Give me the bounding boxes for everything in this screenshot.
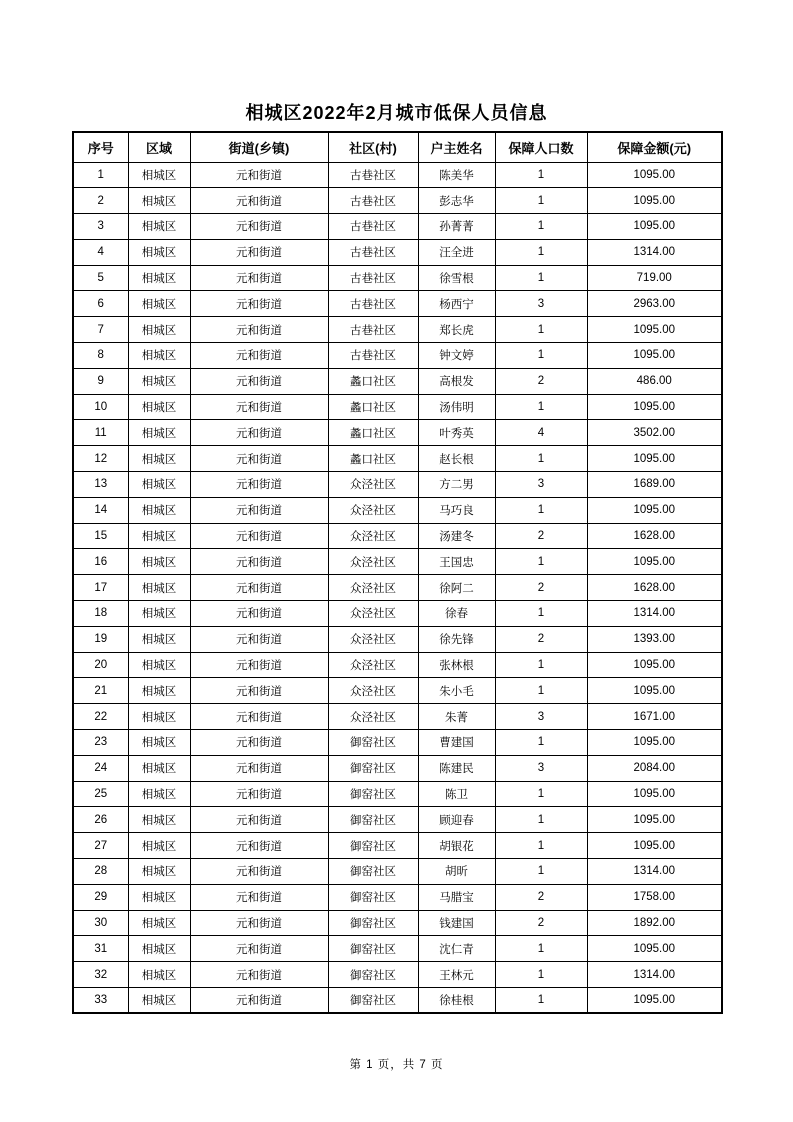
cell-index: 3	[73, 214, 128, 240]
cell-index: 26	[73, 807, 128, 833]
table-row	[73, 988, 722, 1014]
cell-index: 29	[73, 884, 128, 910]
cell-street: 元和街道	[190, 678, 328, 704]
table-row	[73, 162, 722, 188]
cell-street: 元和街道	[190, 730, 328, 756]
table-row	[73, 472, 722, 498]
cell-population: 1	[495, 497, 587, 523]
cell-householder: 徐先锋	[418, 626, 495, 652]
cell-street: 元和街道	[190, 807, 328, 833]
cell-index: 21	[73, 678, 128, 704]
header-cell-community: 社区(村)	[328, 132, 418, 162]
cell-amount: 1095.00	[587, 214, 722, 240]
cell-population: 1	[495, 601, 587, 627]
cell-population: 1	[495, 162, 587, 188]
cell-amount: 1892.00	[587, 910, 722, 936]
cell-street: 元和街道	[190, 394, 328, 420]
cell-amount: 1095.00	[587, 807, 722, 833]
table-row	[73, 626, 722, 652]
cell-street: 元和街道	[190, 317, 328, 343]
header-cell-index: 序号	[73, 132, 128, 162]
cell-householder: 曹建国	[418, 730, 495, 756]
cell-community: 众泾社区	[328, 523, 418, 549]
table-row	[73, 704, 722, 730]
cell-region: 相城区	[128, 575, 190, 601]
header-cell-population: 保障人口数	[495, 132, 587, 162]
table-row	[73, 394, 722, 420]
table-row	[73, 265, 722, 291]
cell-householder: 陈美华	[418, 162, 495, 188]
cell-population: 2	[495, 575, 587, 601]
cell-population: 1	[495, 317, 587, 343]
cell-population: 1	[495, 962, 587, 988]
table-row	[73, 523, 722, 549]
cell-amount: 1095.00	[587, 188, 722, 214]
cell-amount: 1095.00	[587, 317, 722, 343]
cell-community: 蠡口社区	[328, 446, 418, 472]
cell-community: 众泾社区	[328, 472, 418, 498]
cell-index: 14	[73, 497, 128, 523]
cell-householder: 王林元	[418, 962, 495, 988]
cell-region: 相城区	[128, 601, 190, 627]
cell-street: 元和街道	[190, 343, 328, 369]
table-row	[73, 497, 722, 523]
cell-index: 16	[73, 549, 128, 575]
cell-region: 相城区	[128, 162, 190, 188]
cell-index: 19	[73, 626, 128, 652]
cell-region: 相城区	[128, 188, 190, 214]
cell-householder: 孙菁菁	[418, 214, 495, 240]
cell-region: 相城区	[128, 239, 190, 265]
cell-householder: 方二男	[418, 472, 495, 498]
table-row	[73, 962, 722, 988]
cell-householder: 沈仁青	[418, 936, 495, 962]
cell-population: 3	[495, 472, 587, 498]
cell-index: 18	[73, 601, 128, 627]
table-row	[73, 730, 722, 756]
cell-street: 元和街道	[190, 988, 328, 1014]
cell-community: 众泾社区	[328, 601, 418, 627]
cell-amount: 1095.00	[587, 833, 722, 859]
header-cell-region: 区域	[128, 132, 190, 162]
cell-householder: 马巧良	[418, 497, 495, 523]
cell-amount: 1095.00	[587, 497, 722, 523]
table-row	[73, 343, 722, 369]
cell-population: 1	[495, 343, 587, 369]
cell-householder: 朱小毛	[418, 678, 495, 704]
cell-householder: 徐春	[418, 601, 495, 627]
cell-householder: 马腊宝	[418, 884, 495, 910]
cell-amount: 1095.00	[587, 988, 722, 1014]
header-cell-street: 街道(乡镇)	[190, 132, 328, 162]
cell-street: 元和街道	[190, 652, 328, 678]
cell-amount: 1095.00	[587, 781, 722, 807]
cell-street: 元和街道	[190, 575, 328, 601]
cell-community: 蠡口社区	[328, 368, 418, 394]
cell-community: 古巷社区	[328, 239, 418, 265]
cell-index: 23	[73, 730, 128, 756]
cell-street: 元和街道	[190, 162, 328, 188]
cell-amount: 1393.00	[587, 626, 722, 652]
cell-street: 元和街道	[190, 755, 328, 781]
cell-population: 1	[495, 936, 587, 962]
cell-index: 6	[73, 291, 128, 317]
cell-region: 相城区	[128, 910, 190, 936]
cell-population: 1	[495, 214, 587, 240]
cell-population: 1	[495, 394, 587, 420]
table-row	[73, 291, 722, 317]
cell-street: 元和街道	[190, 549, 328, 575]
cell-community: 众泾社区	[328, 626, 418, 652]
cell-index: 12	[73, 446, 128, 472]
cell-population: 2	[495, 368, 587, 394]
cell-region: 相城区	[128, 265, 190, 291]
cell-householder: 郑长虎	[418, 317, 495, 343]
table-body	[73, 162, 722, 1013]
cell-street: 元和街道	[190, 859, 328, 885]
cell-street: 元和街道	[190, 626, 328, 652]
cell-region: 相城区	[128, 859, 190, 885]
cell-index: 24	[73, 755, 128, 781]
table-row	[73, 755, 722, 781]
cell-region: 相城区	[128, 394, 190, 420]
cell-region: 相城区	[128, 549, 190, 575]
cell-amount: 2084.00	[587, 755, 722, 781]
cell-householder: 徐桂根	[418, 988, 495, 1014]
table-row	[73, 368, 722, 394]
cell-region: 相城区	[128, 730, 190, 756]
cell-region: 相城区	[128, 755, 190, 781]
cell-region: 相城区	[128, 652, 190, 678]
cell-region: 相城区	[128, 446, 190, 472]
cell-householder: 朱菁	[418, 704, 495, 730]
cell-amount: 2963.00	[587, 291, 722, 317]
cell-householder: 彭志华	[418, 188, 495, 214]
cell-householder: 杨西宁	[418, 291, 495, 317]
cell-community: 蠡口社区	[328, 394, 418, 420]
table-row	[73, 601, 722, 627]
cell-community: 众泾社区	[328, 678, 418, 704]
cell-region: 相城区	[128, 317, 190, 343]
cell-index: 7	[73, 317, 128, 343]
table-row	[73, 317, 722, 343]
table-row	[73, 833, 722, 859]
table-row	[73, 781, 722, 807]
cell-region: 相城区	[128, 472, 190, 498]
cell-street: 元和街道	[190, 601, 328, 627]
cell-region: 相城区	[128, 214, 190, 240]
cell-amount: 1095.00	[587, 446, 722, 472]
cell-community: 古巷社区	[328, 265, 418, 291]
cell-region: 相城区	[128, 833, 190, 859]
cell-householder: 高根发	[418, 368, 495, 394]
cell-index: 15	[73, 523, 128, 549]
table-row	[73, 188, 722, 214]
table-row	[73, 446, 722, 472]
cell-index: 25	[73, 781, 128, 807]
cell-index: 11	[73, 420, 128, 446]
cell-population: 1	[495, 652, 587, 678]
cell-amount: 1314.00	[587, 962, 722, 988]
cell-householder: 钱建国	[418, 910, 495, 936]
cell-street: 元和街道	[190, 239, 328, 265]
cell-index: 9	[73, 368, 128, 394]
cell-street: 元和街道	[190, 291, 328, 317]
cell-community: 众泾社区	[328, 652, 418, 678]
cell-population: 2	[495, 884, 587, 910]
cell-region: 相城区	[128, 807, 190, 833]
cell-community: 御窑社区	[328, 755, 418, 781]
cell-street: 元和街道	[190, 446, 328, 472]
cell-amount: 1628.00	[587, 575, 722, 601]
data-table	[72, 131, 723, 1014]
cell-householder: 汤伟明	[418, 394, 495, 420]
cell-community: 众泾社区	[328, 704, 418, 730]
cell-street: 元和街道	[190, 833, 328, 859]
cell-community: 御窑社区	[328, 833, 418, 859]
cell-householder: 赵长根	[418, 446, 495, 472]
cell-householder: 陈建民	[418, 755, 495, 781]
cell-householder: 胡银花	[418, 833, 495, 859]
cell-population: 1	[495, 549, 587, 575]
cell-index: 10	[73, 394, 128, 420]
cell-street: 元和街道	[190, 214, 328, 240]
cell-householder: 汤建冬	[418, 523, 495, 549]
cell-index: 4	[73, 239, 128, 265]
table-row	[73, 859, 722, 885]
cell-amount: 1095.00	[587, 678, 722, 704]
cell-index: 5	[73, 265, 128, 291]
cell-street: 元和街道	[190, 704, 328, 730]
cell-amount: 1095.00	[587, 394, 722, 420]
cell-population: 3	[495, 704, 587, 730]
cell-householder: 汪全进	[418, 239, 495, 265]
cell-community: 古巷社区	[328, 188, 418, 214]
cell-street: 元和街道	[190, 910, 328, 936]
cell-index: 17	[73, 575, 128, 601]
table-row	[73, 936, 722, 962]
cell-population: 1	[495, 188, 587, 214]
cell-population: 1	[495, 265, 587, 291]
cell-amount: 1314.00	[587, 601, 722, 627]
cell-index: 33	[73, 988, 128, 1014]
table-row	[73, 214, 722, 240]
table-header-row	[73, 132, 722, 162]
cell-population: 1	[495, 239, 587, 265]
cell-population: 4	[495, 420, 587, 446]
cell-index: 32	[73, 962, 128, 988]
table-row	[73, 652, 722, 678]
cell-population: 1	[495, 859, 587, 885]
cell-amount: 3502.00	[587, 420, 722, 446]
cell-community: 古巷社区	[328, 291, 418, 317]
cell-region: 相城区	[128, 781, 190, 807]
cell-index: 28	[73, 859, 128, 885]
cell-region: 相城区	[128, 936, 190, 962]
cell-amount: 1095.00	[587, 936, 722, 962]
cell-community: 御窑社区	[328, 962, 418, 988]
page-footer: 第 1 页，共 7 页	[349, 1059, 444, 1071]
cell-community: 众泾社区	[328, 575, 418, 601]
cell-region: 相城区	[128, 962, 190, 988]
cell-region: 相城区	[128, 678, 190, 704]
cell-region: 相城区	[128, 523, 190, 549]
cell-street: 元和街道	[190, 884, 328, 910]
cell-amount: 1758.00	[587, 884, 722, 910]
cell-amount: 1095.00	[587, 730, 722, 756]
cell-householder: 张林根	[418, 652, 495, 678]
cell-index: 2	[73, 188, 128, 214]
cell-population: 1	[495, 678, 587, 704]
cell-index: 30	[73, 910, 128, 936]
cell-region: 相城区	[128, 884, 190, 910]
cell-index: 1	[73, 162, 128, 188]
page-title: 相城区2022年2月城市低保人员信息	[245, 103, 548, 123]
cell-community: 众泾社区	[328, 549, 418, 575]
cell-region: 相城区	[128, 988, 190, 1014]
cell-street: 元和街道	[190, 188, 328, 214]
cell-amount: 719.00	[587, 265, 722, 291]
cell-population: 1	[495, 833, 587, 859]
cell-community: 古巷社区	[328, 162, 418, 188]
cell-amount: 1689.00	[587, 472, 722, 498]
cell-street: 元和街道	[190, 368, 328, 394]
cell-region: 相城区	[128, 626, 190, 652]
cell-community: 蠡口社区	[328, 420, 418, 446]
cell-street: 元和街道	[190, 472, 328, 498]
cell-amount: 1095.00	[587, 549, 722, 575]
table-row	[73, 678, 722, 704]
cell-community: 众泾社区	[328, 497, 418, 523]
cell-amount: 1628.00	[587, 523, 722, 549]
cell-community: 御窑社区	[328, 936, 418, 962]
cell-region: 相城区	[128, 291, 190, 317]
cell-householder: 钟文婷	[418, 343, 495, 369]
cell-region: 相城区	[128, 368, 190, 394]
cell-community: 御窑社区	[328, 884, 418, 910]
cell-index: 20	[73, 652, 128, 678]
header-cell-amount: 保障金额(元)	[587, 132, 722, 162]
cell-community: 御窑社区	[328, 910, 418, 936]
table-row	[73, 910, 722, 936]
cell-householder: 徐阿二	[418, 575, 495, 601]
cell-region: 相城区	[128, 420, 190, 446]
cell-amount: 1314.00	[587, 239, 722, 265]
cell-index: 27	[73, 833, 128, 859]
table-row	[73, 549, 722, 575]
cell-region: 相城区	[128, 704, 190, 730]
cell-amount: 1671.00	[587, 704, 722, 730]
cell-householder: 胡昕	[418, 859, 495, 885]
cell-community: 御窑社区	[328, 781, 418, 807]
cell-community: 古巷社区	[328, 317, 418, 343]
cell-community: 御窑社区	[328, 730, 418, 756]
cell-street: 元和街道	[190, 523, 328, 549]
cell-householder: 王国忠	[418, 549, 495, 575]
cell-street: 元和街道	[190, 936, 328, 962]
cell-population: 2	[495, 626, 587, 652]
cell-amount: 1095.00	[587, 652, 722, 678]
cell-population: 1	[495, 988, 587, 1014]
cell-community: 古巷社区	[328, 214, 418, 240]
table-row	[73, 239, 722, 265]
cell-street: 元和街道	[190, 962, 328, 988]
table-row	[73, 884, 722, 910]
table-row	[73, 807, 722, 833]
cell-population: 1	[495, 781, 587, 807]
header-cell-householder: 户主姓名	[418, 132, 495, 162]
cell-population: 3	[495, 291, 587, 317]
cell-amount: 1095.00	[587, 162, 722, 188]
cell-householder: 叶秀英	[418, 420, 495, 446]
cell-community: 古巷社区	[328, 343, 418, 369]
cell-population: 3	[495, 755, 587, 781]
cell-street: 元和街道	[190, 420, 328, 446]
cell-population: 1	[495, 807, 587, 833]
cell-street: 元和街道	[190, 781, 328, 807]
cell-index: 13	[73, 472, 128, 498]
cell-amount: 1095.00	[587, 343, 722, 369]
cell-community: 御窑社区	[328, 988, 418, 1014]
cell-population: 2	[495, 523, 587, 549]
cell-amount: 1314.00	[587, 859, 722, 885]
cell-householder: 陈卫	[418, 781, 495, 807]
cell-region: 相城区	[128, 343, 190, 369]
table-row	[73, 575, 722, 601]
cell-index: 8	[73, 343, 128, 369]
cell-amount: 486.00	[587, 368, 722, 394]
cell-community: 御窑社区	[328, 807, 418, 833]
cell-population: 1	[495, 446, 587, 472]
cell-index: 31	[73, 936, 128, 962]
cell-street: 元和街道	[190, 497, 328, 523]
cell-householder: 顾迎春	[418, 807, 495, 833]
cell-index: 22	[73, 704, 128, 730]
cell-region: 相城区	[128, 497, 190, 523]
cell-householder: 徐雪根	[418, 265, 495, 291]
table-row	[73, 420, 722, 446]
cell-population: 2	[495, 910, 587, 936]
cell-community: 御窑社区	[328, 859, 418, 885]
cell-street: 元和街道	[190, 265, 328, 291]
cell-population: 1	[495, 730, 587, 756]
